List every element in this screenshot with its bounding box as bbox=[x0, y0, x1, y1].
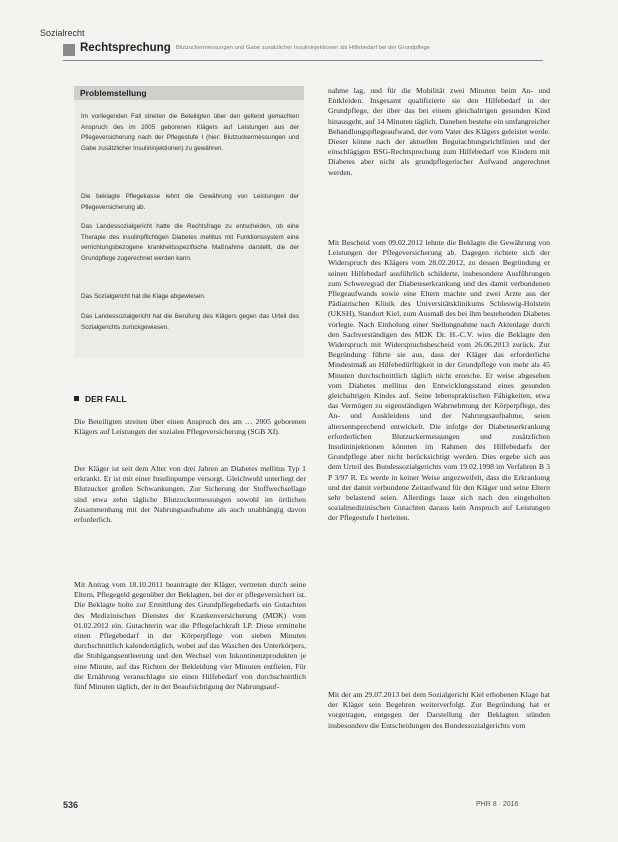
bullet-square-icon bbox=[74, 396, 79, 401]
body-paragraph: Mit Antrag vom 18.10.2011 beantragte der Kläger, vertreten durch seine Eltern, Pflegegeld gegenüber der Beklagten, bei der er pflegeversichert ist. Die Beklagte holte zur Ermittlung des Grundpflegebedarfs ein Gutachten des Medizinischen Dienstes der Krankenversicherung (MDK) vom 01.02.2012 ein. Gutachterin war die Pflegefachkraft I.P. Diese ermittelte einen Pflegebedarf in der Körperpflege von sieben Minuten durchschnittlich kalendertäglich, wobei auf das Waschen des Unterkörpers, die Stuhlgangsentleerung und den Wechsel von Inkontinenzprodukten je eine Minute, auf das Richten der Bekleidung vier Minuten entfielen. Für die Ernährung veranschlagte sie einen Hilfebedarf von durchschnittlich fünf Minuten täglich, der in der Beaufsichtigung der Nahrungsauf- bbox=[74, 580, 306, 692]
page-title: Rechtsprechung bbox=[80, 42, 171, 54]
page-subtitle: Blutzuckermessungen und Gabe zusätzlicher Insulininjektionen als Hilfebedarf bei der Grundpflege bbox=[176, 45, 430, 51]
problem-title: Problemstellung bbox=[80, 88, 147, 98]
journal-reference: PHR 8 · 2016 bbox=[476, 801, 519, 808]
section-heading-text: DER FALL bbox=[85, 394, 127, 404]
section-label: Sozialrecht bbox=[40, 28, 85, 38]
problem-paragraph: Das Sozialgericht hat die Klage abgewiesen. bbox=[81, 293, 206, 300]
body-paragraph: nahme lag, und für die Mobilität zwei Minuten beim An- und Entkleiden. Insgesamt qualifizierte sie den Hilfebedarf in der Grundpflege, der über das bei einem gleichaltrigen gesunden Kind hinausgeht, auf 14 Minuten täglich. Daneben bestehe ein umfangreicher Behandlungspflegeaufwand, der vom Vater des Klägers geleistet werde. Dieser könne nach der aktuellen Begutachtungsrichtlinien und der einschlägigen BSG-Rechtsprechung zum Hilfebedarf von Kindern mit Diabetes aber nicht als grundpflegerischer Aufwand angerechnet werden. bbox=[328, 86, 550, 177]
page-number: 536 bbox=[63, 800, 79, 810]
body-paragraph: Mit Bescheid vom 09.02.2012 lehnte die Beklagte die Gewährung von Leistungen der Pflegeversicherung ab. Dagegen richtete sich der Widerspruch des Klägers vom 28.02.2012, zu dessen Begründung er seinen Hilfebedarf ausführlich schilderte, insbesondere Ausführungen zum Schweregrad der Diabeteserkrankung und des damit verbundenen Pflegeaufwands sowie eine Eltern machte und zwei Arzte aus der Pädiatrischen Klinik des Universitätsklinikums Schleswig-Holstein (UKSH), Standort Kiel, zum Ausmaß des bei ihm bestehenden Diabetes vorlegte. Nach Einholung einer Stellungnahme nach Aktenlage durch den Sachverständigen des MDK Dr. H.-C.V. wies die Beklagte den Widerspruch mit Widerspruchsbescheid vom 26.06.2013 zurück. Zur Begründung führte sie aus, dass der Kläger das erforderliche Mindestmaß an Hilfebedürftigkeit in der Grundpflege von mehr als 45 Minuten durchschnittlich täglich nicht erreiche. Er weise abgesehen vom Diabetes mellitus den Entwicklungsstand eines gesunden gleichaltrigen Kindes auf. Seine lebenspraktischen Fähigkeiten, etwa das Vermögen zu eigenständigen Wahrnehmung der Körperpflege, des An- und Auskleidens und der Nahrungsaufnahme, seien altersentsprechend entwickelt. Die infolge der Diabeteserkrankung erforderlichen Blutzuckermessungen und zusätzlichen Insulininjektionen könnten im Rahmen des Hilfebedarfs der Grundpflege aber nicht berücksichtigt werden. Dies ergebe sich aus dem Urteil des Bundessozialgerichts vom 19.02.1998 im Verfahren B 3 P 3/97 R. Es werde in keiner Weise angezweifelt, dass die Erkrankung und der damit verbundene Zeitaufwand für den Kläger und seine Eltern sehr belastend seien. Allerdings lasse sich nach den eingeholten sozialmedizinischen Gutachten daraus kein Anspruch auf Leistungen der Pflegestufe I herleiten. bbox=[328, 238, 550, 523]
section-heading bbox=[74, 394, 127, 404]
body-paragraph: Der Kläger ist seit dem Alter von drei Jahren an Diabetes mellitus Typ 1 erkrankt. Er ist mit einer Insulinpumpe versorgt. Gleichwohl unterliegt der Blutzucker großen Schwankungen. Zur Sicherung der Stoffwechsellage sind etwa zehn tägliche Blutzuckermessungen sowohl im örtlichen Zusammenhang mit der Nahrungsaufnahme als auch unabhängig davon erforderlich. bbox=[74, 464, 306, 525]
problem-paragraph: Im vorliegenden Fall streiten die Beteiligten über den geltend gemachten Anspruch des im 2005 geborenen Klägers auf Leistungen aus der Pflegeversicherung nach der Pflegestufe I (hier: Blutzuckermessungen und Gabe zusätzlicher Insulininjektionen) zu gewähren. bbox=[81, 113, 299, 152]
problem-paragraph: Das Landessozialgericht hat die Berufung des Klägers gegen das Urteil des Sozialgerichts zurückgewiesen. bbox=[81, 313, 299, 331]
problem-paragraph: Die beklagte Pflegekasse lehnt die Gewährung von Leistungen der Pflegeversicherung ab. bbox=[81, 193, 299, 211]
header-marker bbox=[63, 44, 75, 56]
problem-paragraph: Das Landessozialgericht hatte die Rechtsfrage zu entscheiden, ob eine Therapie des insulinpflichtigen Diabetes mellitus mit Funktionssystem eine verrichtungsbezogene krankheitsspezifische Maßnahme darstellt, die der Grundpflege zugerechnet werden kann. bbox=[81, 223, 299, 262]
body-paragraph: Die Beteiligten streiten über einen Anspruch des am … 2005 geborenen Klägers auf Leistungen der sozialen Pflegeversicherung (SGB XI). bbox=[74, 417, 306, 437]
header-rule bbox=[63, 60, 543, 61]
body-paragraph: Mit der am 29.07.2013 bei dem Sozialgericht Kiel erhobenen Klage hat der Kläger sein Begehren weiterverfolgt. Zur Begründung hat er vorgetragen, entgegen der Darstellung der Beklagten stünden insbesondere die Entscheidungen des Bundessozialgerichts vom bbox=[328, 690, 550, 730]
